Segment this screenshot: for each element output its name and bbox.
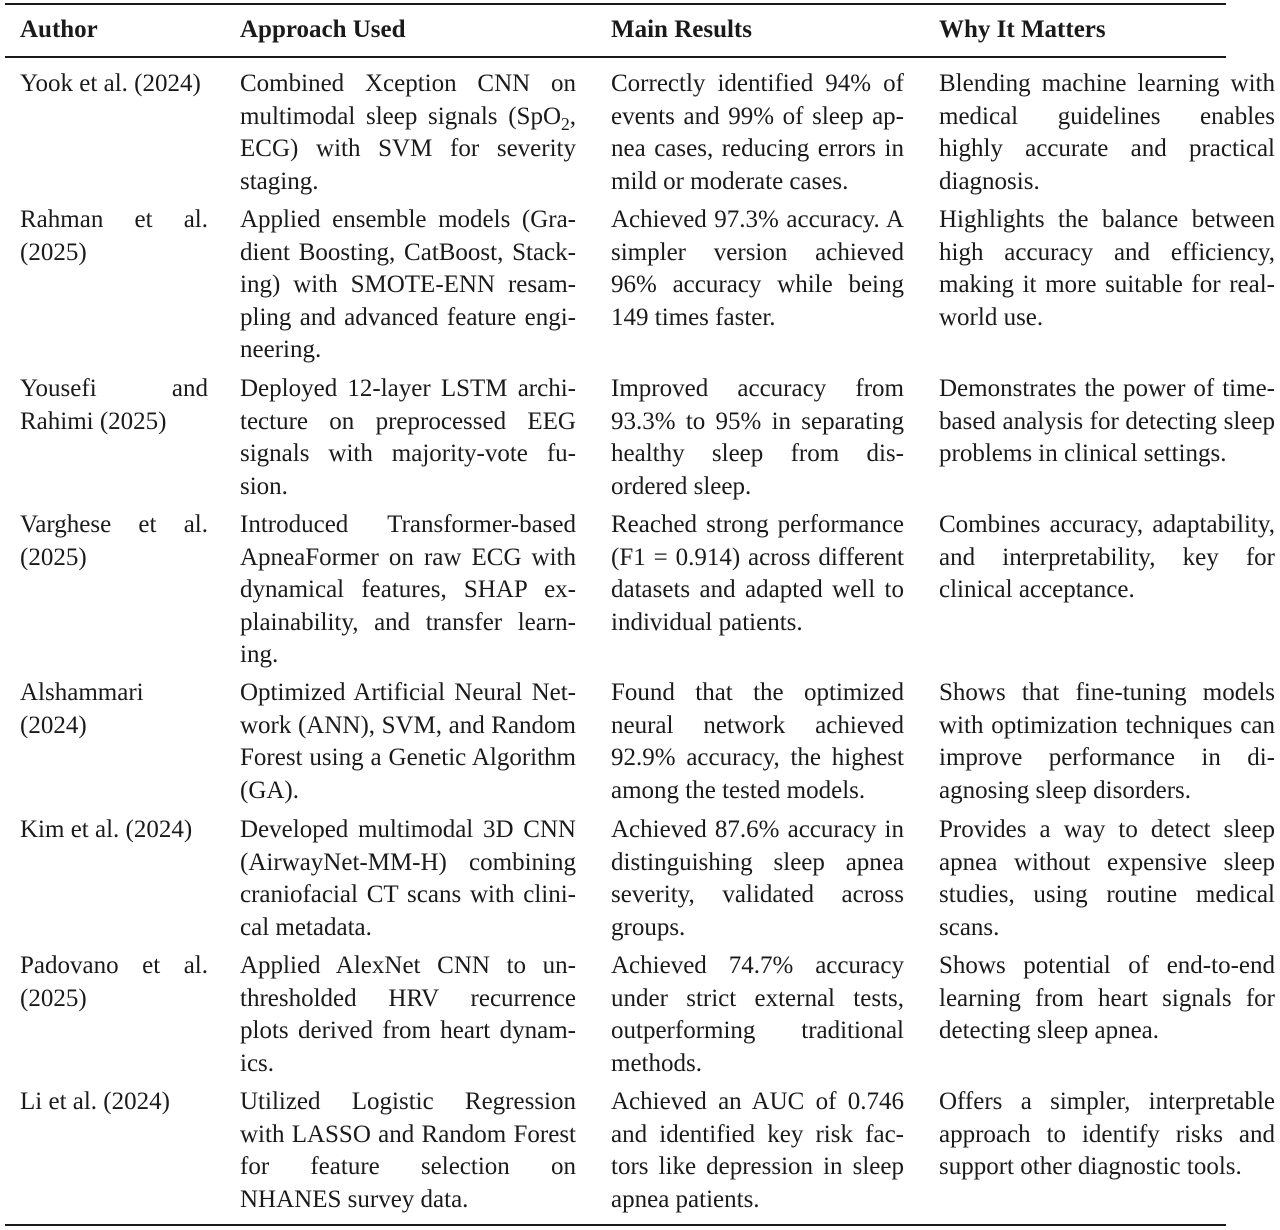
cell-approach: Deployed 12-layer LSTM architecture on preprocessed EEG signals with majority-vote fusion. <box>240 375 576 500</box>
approach-text-pre: Combined Xception CNN on multimodal sleep signals (SpO <box>240 70 576 130</box>
cell-author: Li et al. (2024) <box>20 1088 170 1115</box>
header-author: Author <box>20 16 98 43</box>
cell-results: Improved accuracy from 93.3% to 95% in separating healthy sleep from disordered sleep. <box>611 375 904 500</box>
cell-why: Blending machine learning with medical guidelines enables highly accurate and practical diagnosis. <box>939 70 1275 195</box>
cell-results: Achieved an AUC of 0.746 and identified key risk factors like depression in sleep apnea patients. <box>611 1088 904 1213</box>
cell-results: Achieved 97.3% accuracy. A simpler version achieved 96% accuracy while being 149 times faster. <box>611 206 904 331</box>
table-header-rule <box>5 56 1226 58</box>
cell-approach: Applied ensemble models (Gradient Boosting, CatBoost, Stacking) with SMOTE-ENN resampling and advanced feature engineering. <box>240 206 576 363</box>
cell-why: Offers a simpler, interpretable approach to identify risks and support other diagnostic tools. <box>939 1088 1275 1180</box>
cell-why: Highlights the balance between high accuracy and efficiency, making it more suitable for real-world use. <box>939 206 1275 331</box>
table-top-rule <box>5 3 1226 5</box>
cell-results: Found that the optimized neural network achieved 92.9% accuracy, the highest among the tested models. <box>611 679 904 804</box>
cell-author: Rahman et al. (2025) <box>20 206 208 266</box>
cell-why: Provides a way to detect sleep apnea without expensive sleep studies, using routine medical scans. <box>939 816 1275 941</box>
cell-approach: Applied AlexNet CNN to unthresholded HRV recurrence plots derived from heart dynamics. <box>240 952 576 1077</box>
approach-text-post: , ECG) with SVM for severity staging. <box>240 102 576 195</box>
cell-approach: Introduced Transformer-based ApneaFormer on raw ECG with dynamical features, SHAP explainability, and transfer learning. <box>240 511 576 668</box>
cell-results: Achieved 74.7% accuracy under strict external tests, outperforming traditional methods. <box>611 952 904 1077</box>
cell-author: Yousefi and Rahimi (2025) <box>20 375 208 435</box>
header-why: Why It Matters <box>939 16 1106 43</box>
cell-author: Padovano et al. (2025) <box>20 952 208 1012</box>
cell-why: Combines accuracy, adaptability, and interpretability, key for clinical acceptance. <box>939 511 1275 603</box>
cell-approach <box>240 68 576 198</box>
cell-results: Correctly identified 94% of events and 99% of sleep apnea cases, reducing errors in mild or moderate cases. <box>611 70 904 195</box>
cell-approach: Optimized Artificial Neural Network (ANN), SVM, and Random Forest using a Genetic Algorithm (GA). <box>240 679 576 804</box>
cell-why: Demonstrates the power of time-based analysis for detecting sleep problems in clinical settings. <box>939 375 1275 467</box>
cell-results: Reached strong performance (F1 = 0.914) across different datasets and adapted well to individual patients. <box>611 511 904 636</box>
cell-approach: Utilized Logistic Regression with LASSO and Random Forest for feature selection on NHANES survey data. <box>240 1088 576 1213</box>
cell-approach: Developed multimodal 3D CNN (AirwayNet-MM-H) combining craniofacial CT scans with clinical metadata. <box>240 816 576 941</box>
cell-author: Alshammari (2024) <box>20 679 144 739</box>
header-approach: Approach Used <box>240 16 406 43</box>
cell-why: Shows that fine-tuning models with optimization techniques can improve performance in diagnosing sleep disorders. <box>939 679 1275 804</box>
cell-why: Shows potential of end-to-end learning from heart signals for detecting sleep apnea. <box>939 952 1275 1044</box>
subscript: 2 <box>561 113 570 134</box>
cell-results: Achieved 87.6% accuracy in distinguishing sleep apnea severity, validated across groups. <box>611 816 904 941</box>
table-header <box>0 13 1280 53</box>
table-bottom-rule <box>5 1224 1226 1226</box>
cell-author: Varghese et al. (2025) <box>20 511 208 571</box>
cell-author: Yook et al. (2024) <box>20 70 201 97</box>
header-results: Main Results <box>611 16 752 43</box>
cell-author: Kim et al. (2024) <box>20 816 193 843</box>
